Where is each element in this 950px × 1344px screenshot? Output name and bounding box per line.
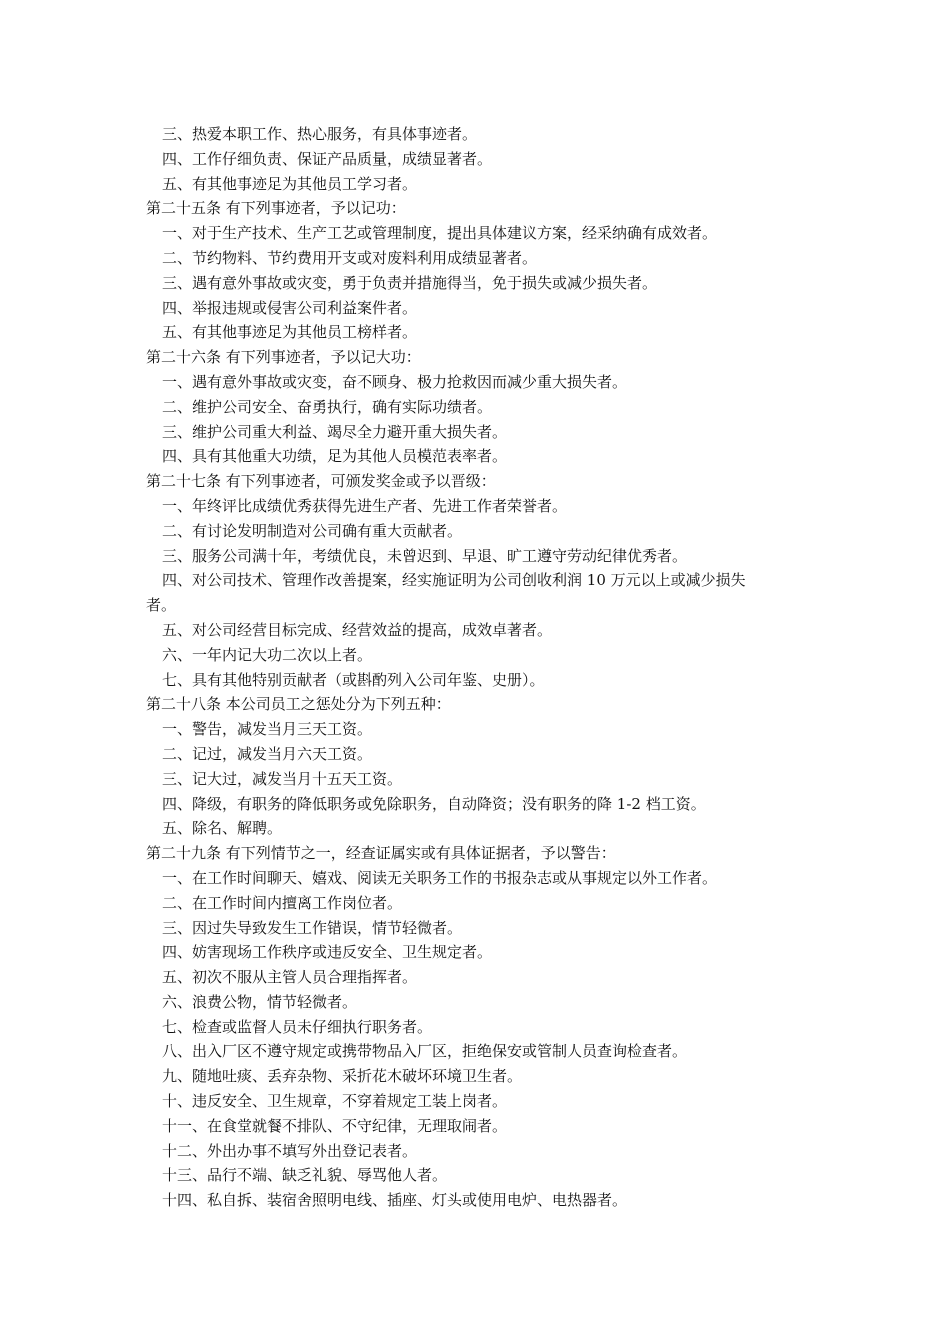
clause-item: 二、节约物料、节约费用开支或对废料利用成绩显著者。: [162, 248, 538, 267]
clause-item: 四、举报违规或侵害公司利益案件者。: [162, 298, 418, 317]
clause-item: 一、对于生产技术、生产工艺或管理制度，提出具体建议方案，经采纳确有成效者。: [162, 224, 718, 243]
clause-item: 七、检查或监督人员未仔细执行职务者。: [162, 1017, 433, 1036]
article-heading: 第二十六条 有下列事迹者，予以记大功：: [146, 348, 421, 367]
clause-item: 三、维护公司重大利益、竭尽全力避开重大损失者。: [162, 422, 508, 441]
clause-item: 五、有其他事迹足为其他员工学习者。: [162, 174, 418, 193]
clause-item: 四、具有其他重大功绩，足为其他人员模范表率者。: [162, 447, 508, 466]
article-heading: 第二十九条 有下列情节之一，经查证属实或有具体证据者，予以警告：: [146, 844, 616, 863]
clause-item: 十二、外出办事不填写外出登记表者。: [162, 1141, 418, 1160]
clause-item: 九、随地吐痰、丢弃杂物、采折花木破坏环境卫生者。: [162, 1067, 523, 1086]
clause-item: 五、初次不服从主管人员合理指挥者。: [162, 968, 418, 987]
document-body: [146, 122, 810, 1213]
clause-item: 一、年终评比成绩优秀获得先进生产者、先进工作者荣誉者。: [162, 496, 568, 515]
clause-item: 二、维护公司安全、奋勇执行，确有实际功绩者。: [162, 397, 493, 416]
clause-item: 三、热爱本职工作、热心服务，有具体事迹者。: [162, 125, 478, 143]
clause-item: 二、有讨论发明制造对公司确有重大贡献者。: [162, 521, 463, 540]
clause-item: 八、出入厂区不遵守规定或携带物品入厂区，拒绝保安或管制人员查询检查者。: [162, 1042, 688, 1061]
clause-item: 三、服务公司满十年，考绩优良，未曾迟到、早退、旷工遵守劳动纪律优秀者。: [162, 546, 688, 565]
clause-item: 五、除名、解聘。: [162, 819, 283, 838]
clause-item: 一、遇有意外事故或灾变，奋不顾身、极力抢救因而减少重大损失者。: [162, 372, 628, 391]
clause-item: 三、遇有意外事故或灾变，勇于负责并措施得当，免于损失或减少损失者。: [162, 273, 658, 292]
clause-item: 三、记大过，减发当月十五天工资。: [162, 769, 403, 788]
clause-item: 六、一年内记大功二次以上者。: [162, 645, 373, 664]
clause-item: 二、记过，减发当月六天工资。: [162, 744, 373, 763]
article-heading: 者。: [146, 596, 177, 615]
clause-item: 十、违反安全、卫生规章，不穿着规定工装上岗者。: [162, 1092, 508, 1111]
clause-item: 一、在工作时间聊天、嬉戏、阅读无关职务工作的书报杂志或从事规定以外工作者。: [162, 868, 718, 887]
clause-item: 四、降级，有职务的降低职务或免除职务，自动降资；没有职务的降 1-2 档工资。: [162, 794, 706, 813]
clause-item: 十三、品行不端、缺乏礼貌、辱骂他人者。: [162, 1166, 448, 1185]
clause-item: 四、妨害现场工作秩序或违反安全、卫生规定者。: [162, 943, 493, 962]
clause-item: 一、警告，减发当月三天工资。: [162, 720, 373, 739]
clause-item: 六、浪费公物，情节轻微者。: [162, 992, 358, 1011]
clause-item: 四、工作仔细负责、保证产品质量，成绩显著者。: [162, 149, 493, 168]
article-heading: 第二十七条 有下列事迹者，可颁发奖金或予以晋级：: [146, 472, 496, 491]
clause-item: 三、因过失导致发生工作错误，情节轻微者。: [162, 918, 463, 937]
clause-item: 二、在工作时间内擅离工作岗位者。: [162, 893, 403, 912]
clause-item: 四、对公司技术、管理作改善提案，经实施证明为公司创收利润 10 万元以上或减少损失: [162, 571, 746, 590]
clause-item: 七、具有其他特别贡献者（或斟酌列入公司年鉴、史册）。: [162, 670, 545, 689]
article-heading: 第二十八条 本公司员工之惩处分为下列五种：: [146, 695, 451, 714]
article-heading: 第二十五条 有下列事迹者，予以记功：: [146, 199, 406, 218]
clause-item: 十一、在食堂就餐不排队、不守纪律，无理取闹者。: [162, 1116, 508, 1135]
clause-item: 五、有其他事迹足为其他员工榜样者。: [162, 323, 418, 342]
clause-item: 五、对公司经营目标完成、经营效益的提高，成效卓著者。: [162, 620, 553, 639]
clause-item: 十四、私自拆、装宿舍照明电线、插座、灯头或使用电炉、电热器者。: [162, 1191, 628, 1210]
